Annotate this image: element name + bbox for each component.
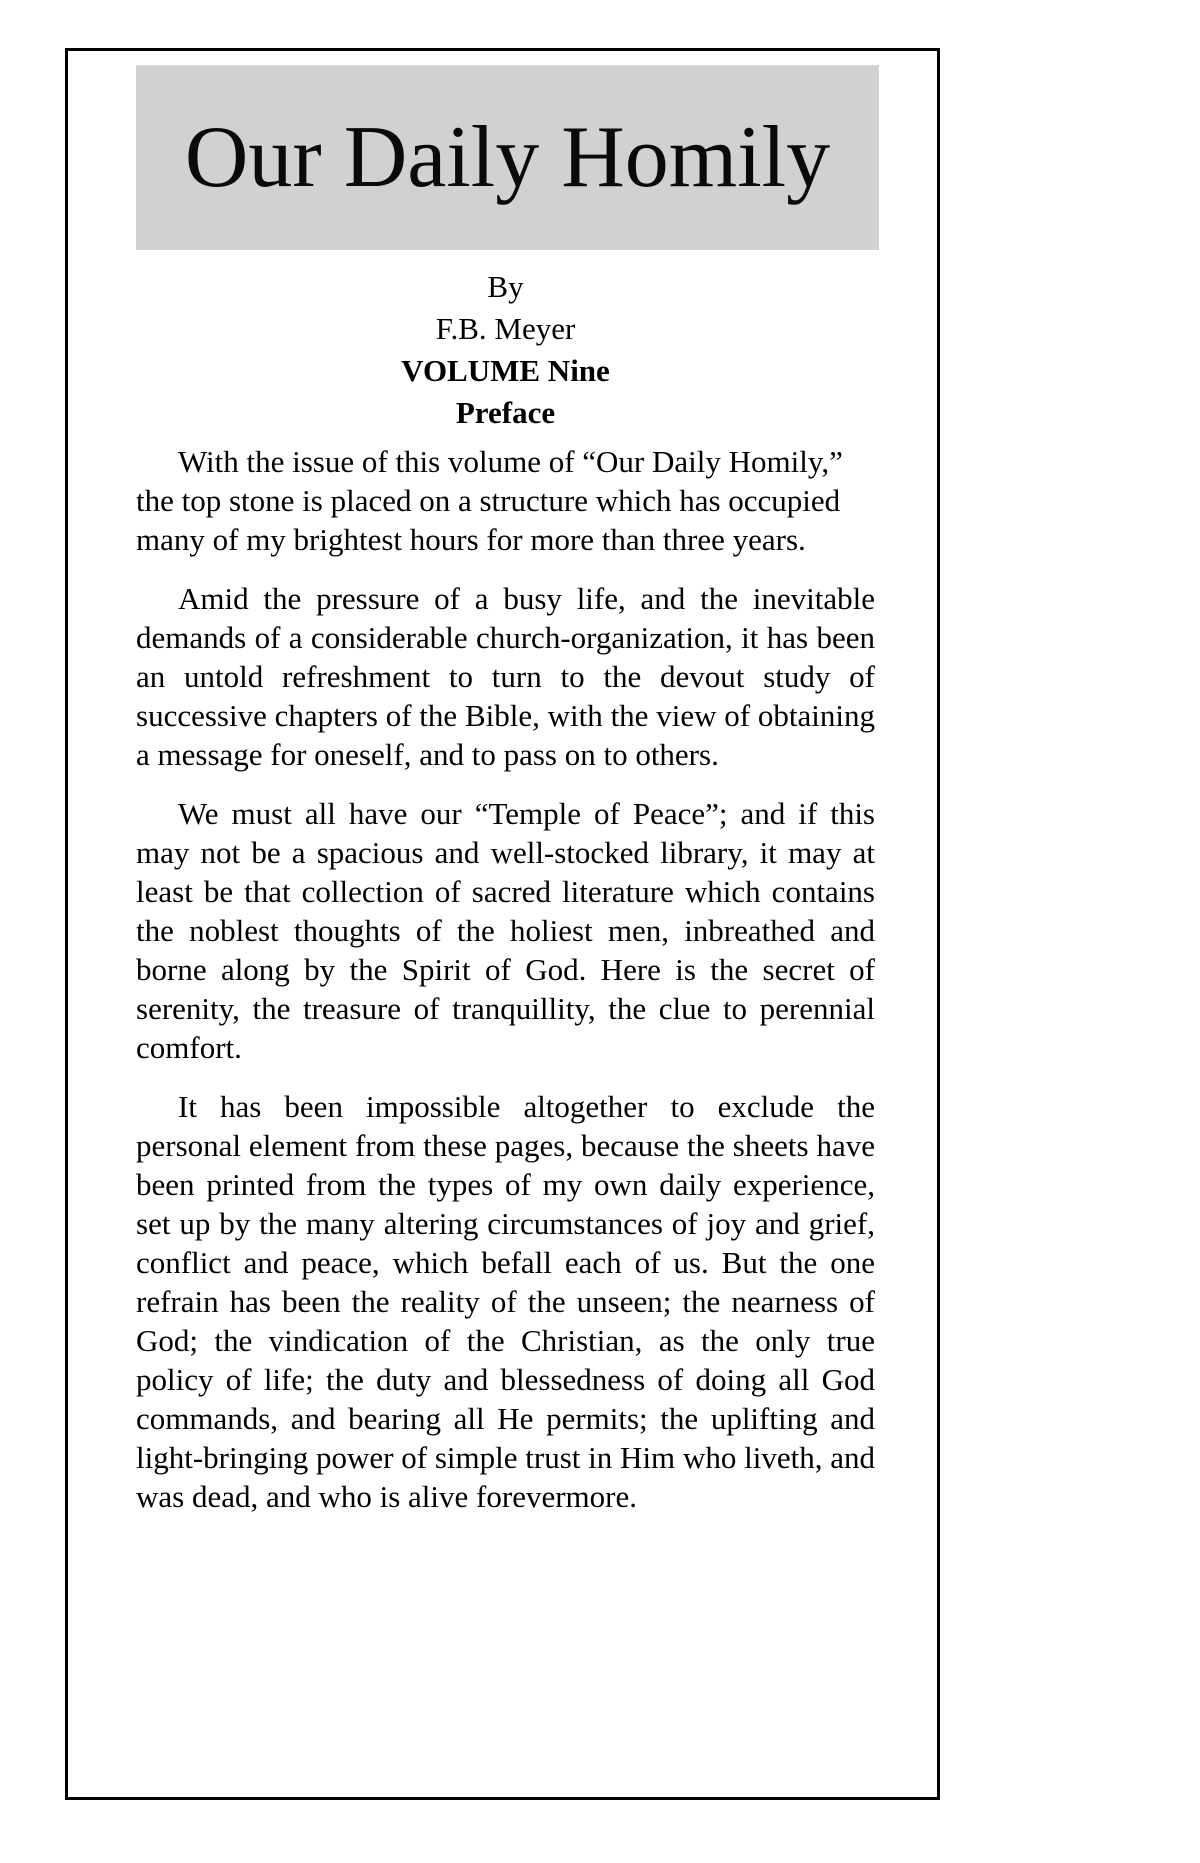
paragraph: Amid the pressure of a busy life, and the inevitable demands of a considerable church-organization, it has been an untold refreshment to turn to the devout study of successive chapters of the Bible, with the view of obtaining a message for oneself, and to pass on to others. (136, 581, 875, 772)
paragraph: With the issue of this volume of “Our Daily Homily,” the top stone is placed on a structure which has occupied many of my brightest hours for more than three years. (136, 444, 843, 557)
preface-body (136, 442, 875, 1516)
page-content (136, 65, 875, 1516)
section-heading-preface: Preface (455, 395, 556, 430)
title-banner (136, 65, 879, 250)
byline-label: By (487, 269, 524, 304)
book-title: Our Daily Homily (184, 108, 831, 206)
paragraph: It has been impossible altogether to exclude the personal element from these pages, because the sheets have been printed from the types of my own daily experience, set up by the many altering circumstances of joy and grief, conflict and peace, which befall each of us. But the one refrain has been the reality of the unseen; the nearness of God; the vindication of the Christian, as the only true policy of life; the duty and blessedness of doing all God commands, and bearing all He permits; the uplifting and light-bringing power of simple trust in Him who liveth, and was dead, and who is alive forevermore. (136, 1089, 875, 1514)
page-frame-border (65, 48, 940, 1800)
author-name: F.B. Meyer (435, 311, 576, 346)
paragraph: We must all have our “Temple of Peace”; and if this may not be a spacious and well-stocked library, it may at least be that collection of sacred literature which contains the noblest thoughts of the holiest men, inbreathed and borne along by the Spirit of God. Here is the secret of serenity, the treasure of tranquillity, the clue to perennial comfort. (136, 796, 875, 1065)
frontmatter-block (136, 266, 875, 434)
volume-label: VOLUME Nine (401, 353, 610, 388)
